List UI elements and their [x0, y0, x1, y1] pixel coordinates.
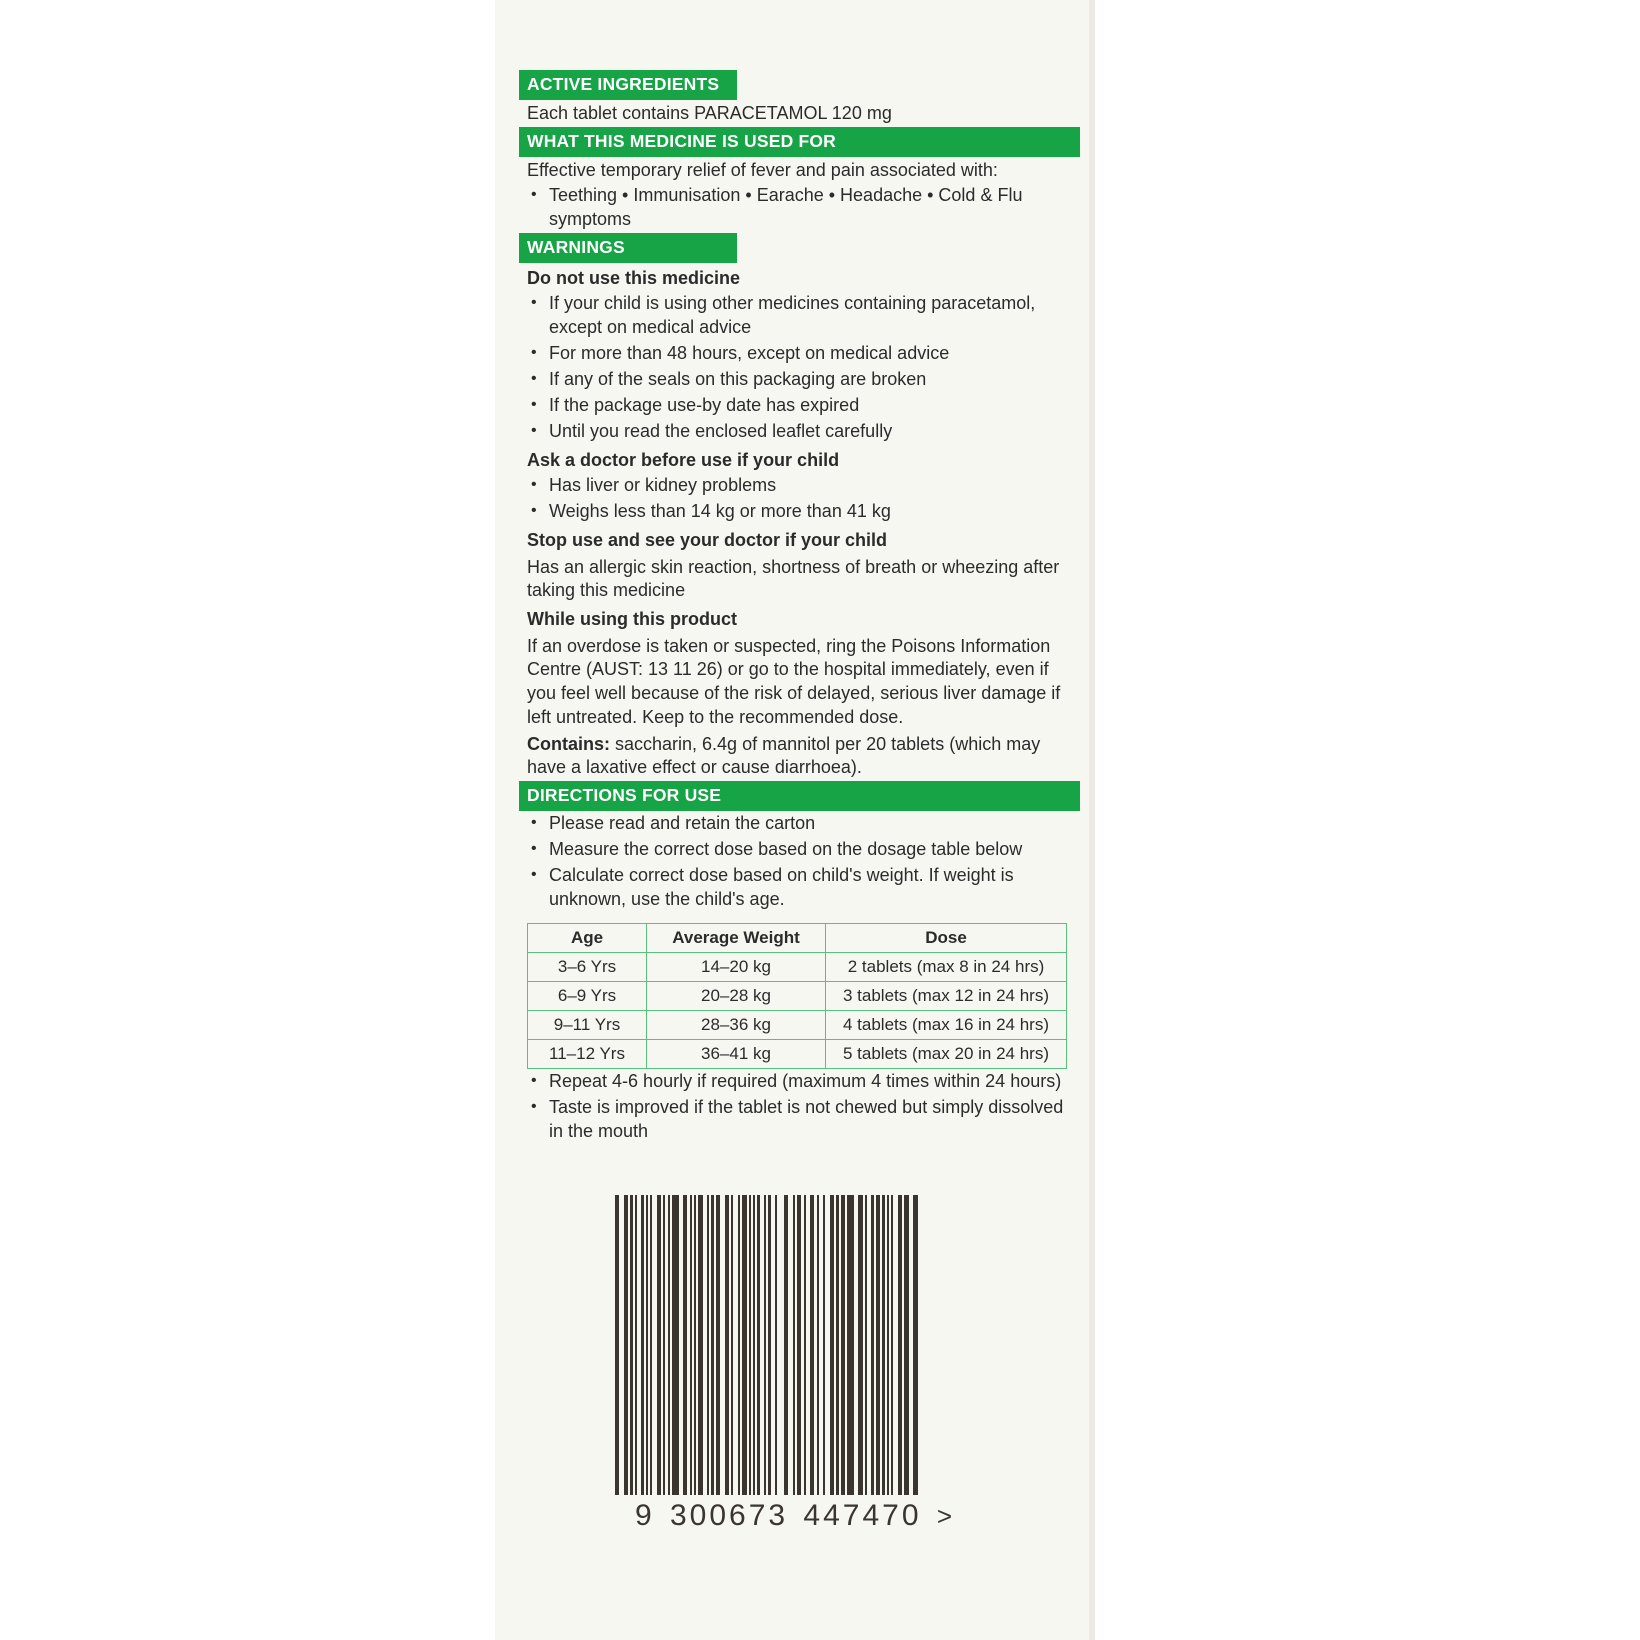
- list-item: • Taste is improved if the tablet is not chewed but simply dissolved in the mouth: [527, 1095, 1072, 1145]
- list-item: • Please read and retain the carton: [527, 811, 1072, 837]
- panel-content: [519, 70, 1072, 1145]
- used-for-list: [519, 183, 1072, 233]
- active-ingredients-text: Each tablet contains PARACETAMOL 120 mg: [527, 102, 892, 123]
- cell-weight: 20–28 kg: [647, 981, 826, 1010]
- directions-list: [519, 811, 1072, 913]
- warnings-do-not-use-title: Do not use this medicine: [527, 268, 741, 288]
- contains-text: saccharin, 6.4g of mannitol per 20 tablets (which may have a laxative effect or cause diarrhoea).: [527, 733, 1041, 778]
- column-header-age: Age: [528, 923, 647, 952]
- list-item: • Weighs less than 14 kg or more than 41 kg: [527, 499, 1072, 525]
- barcode-digits: [600, 1499, 990, 1533]
- table-row: [528, 952, 1067, 981]
- list-item: • Teething • Immunisation • Earache • Headache • Cold & Flu symptoms: [527, 183, 1072, 233]
- section-heading-warnings: WARNINGS: [519, 233, 737, 263]
- cell-weight: 36–41 kg: [647, 1040, 826, 1069]
- column-header-average-weight: Average Weight: [647, 923, 826, 952]
- list-item: • If any of the seals on this packaging are broken: [527, 367, 1072, 393]
- list-item: • If your child is using other medicines containing paracetamol, except on medical advice: [527, 291, 1072, 341]
- section-heading-active-ingredients: ACTIVE INGREDIENTS: [519, 70, 737, 100]
- section-heading-directions: DIRECTIONS FOR USE: [519, 781, 1080, 811]
- list-item: • Calculate correct dose based on child's weight. If weight is unknown, use the child's age.: [527, 863, 1072, 913]
- list-item: • Repeat 4-6 hourly if required (maximum 4 times within 24 hours): [527, 1069, 1072, 1095]
- table-header-row: [528, 923, 1067, 952]
- used-for-intro: Effective temporary relief of fever and pain associated with:: [527, 159, 998, 180]
- directions-after-table-list: [519, 1069, 1072, 1145]
- warnings-ask-doctor-title: Ask a doctor before use if your child: [527, 450, 840, 471]
- warnings-while-using-text: If an overdose is taken or suspected, ring the Poisons Information Centre (AUST: 13 11 26) or go to the hospital immediately, even if you feel well because of the risk of delayed, serious liver damage if left untreated. Keep to the recommended dose.: [527, 635, 1061, 727]
- list-item: • For more than 48 hours, except on medical advice: [527, 341, 1072, 367]
- cell-dose: 4 tablets (max 16 in 24 hrs): [826, 1010, 1067, 1039]
- warnings-do-not-use-list: [519, 291, 1072, 445]
- cell-age: 6–9 Yrs: [528, 981, 647, 1010]
- column-header-dose: Dose: [826, 923, 1067, 952]
- cell-age: 9–11 Yrs: [528, 1010, 647, 1039]
- cell-dose: 5 tablets (max 20 in 24 hrs): [826, 1040, 1067, 1069]
- cell-weight: 28–36 kg: [647, 1010, 826, 1039]
- list-item: • If the package use-by date has expired: [527, 393, 1072, 419]
- section-heading-used-for: WHAT THIS MEDICINE IS USED FOR: [519, 127, 1080, 157]
- cell-age: 3–6 Yrs: [528, 952, 647, 981]
- table-row: [528, 1010, 1067, 1039]
- carton-right-edge: [1089, 0, 1095, 1640]
- warnings-stop-use-text: Has an allergic skin reaction, shortness of breath or wheezing after taking this medicine: [527, 556, 1060, 601]
- dosage-table-wrap: [527, 923, 1067, 1069]
- warnings-while-using-title: While using this product: [527, 609, 737, 630]
- dosage-table: [527, 923, 1067, 1069]
- table-row: [528, 1040, 1067, 1069]
- warnings-ask-doctor-list: [519, 473, 1072, 525]
- contains-label: Contains:: [527, 733, 610, 754]
- list-item: • Until you read the enclosed leaflet carefully: [527, 419, 1072, 445]
- warnings-contains-line: [519, 731, 1072, 782]
- cell-age: 11–12 Yrs: [528, 1040, 647, 1069]
- cell-dose: 2 tablets (max 8 in 24 hrs): [826, 952, 1067, 981]
- barcode-group-right: 447470: [803, 1499, 922, 1532]
- list-item: • Has liver or kidney problems: [527, 473, 1072, 499]
- warnings-stop-use-title: Stop use and see your doctor if your child: [527, 530, 888, 551]
- table-row: [528, 981, 1067, 1010]
- barcode-area: [600, 1195, 990, 1533]
- cell-dose: 3 tablets (max 12 in 24 hrs): [826, 981, 1067, 1010]
- barcode-trailing-symbol: >: [936, 1501, 956, 1531]
- list-item: • Measure the correct dose based on the dosage table below: [527, 837, 1072, 863]
- cell-weight: 14–20 kg: [647, 952, 826, 981]
- barcode-digit-first: 9: [634, 1499, 655, 1532]
- barcode-image: [615, 1195, 975, 1495]
- barcode-group-left: 300673: [669, 1499, 789, 1532]
